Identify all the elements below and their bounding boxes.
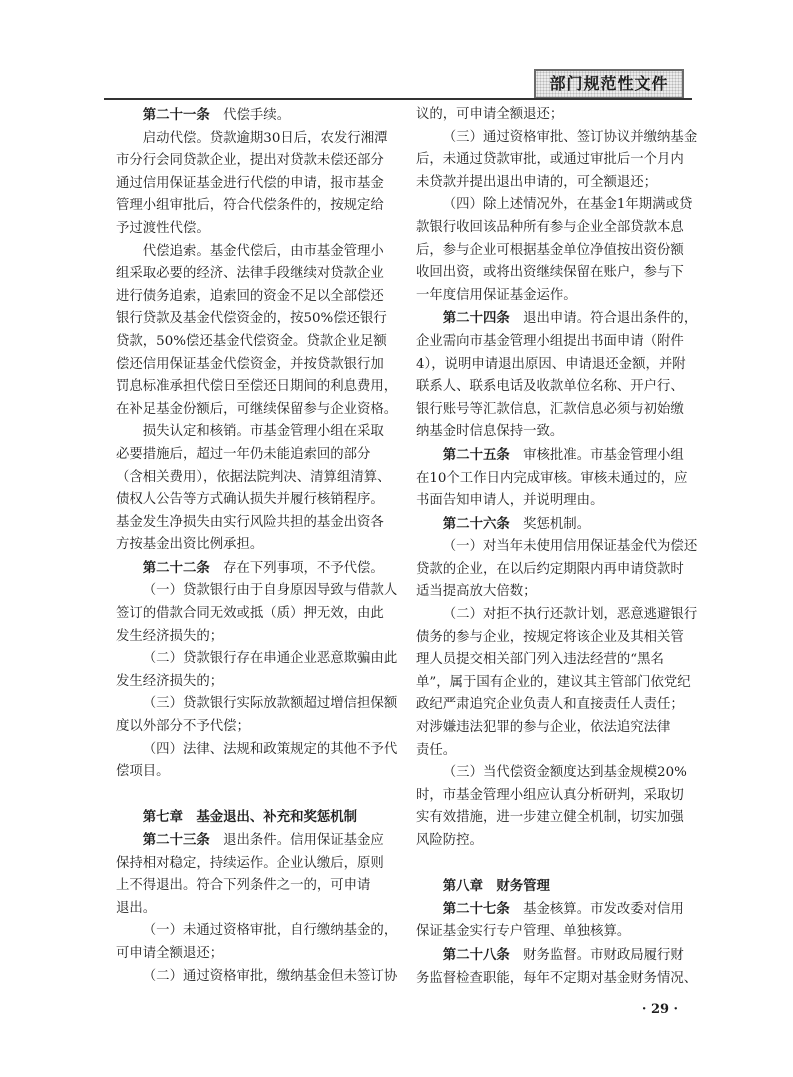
paragraph-line: 债务的参与企业，按规定将该企业及其相关管 — [416, 629, 684, 645]
paragraph-line: 对涉嫌违法犯罪的参与企业，依法追究法律 — [416, 720, 671, 736]
paragraph-line: 通过信用保证基金进行代偿的申请，报市基金 — [116, 175, 384, 191]
paragraph-line: 未贷款并提出退出申请的，可全额退还； — [416, 174, 658, 190]
paragraph: （二）对拒不执行还款计划，恶意逃避银行 — [442, 607, 698, 623]
paragraph-line: 企业需向市基金管理小组提出书面申请（附件 — [416, 333, 684, 349]
section-spacer — [416, 853, 692, 876]
paragraph — [116, 557, 392, 581]
article-heading: 第二十八条 — [442, 946, 510, 963]
paragraph: 损失认定和核销。市基金管理小组在采取 — [142, 424, 384, 440]
paragraph: （二）贷款银行存在串通企业恶意欺骗由此 — [142, 651, 398, 667]
paragraph-line: 4），说明申请退出原因、申请退还金额，并附 — [416, 356, 686, 372]
paragraph-line: 实有效措施，进一步建立健全机制，切实加强 — [416, 810, 684, 826]
paragraph: （四）除上述情况外，在基金1年期满或贷 — [442, 197, 693, 213]
paragraph-line: 偿还信用保证基金代偿资金，并按贷款银行加 — [116, 356, 384, 372]
paragraph-line: 银行账号等汇款信息，汇款信息必须与初始缴 — [416, 401, 684, 417]
paragraph: （一）未通过资格审批，自行缴纳基金的， — [142, 923, 398, 939]
paragraph-text: 退出申请。符合退出条件的， — [523, 311, 698, 327]
paragraph-line: 理人员提交相关部门列入违法经营的“黑名 — [416, 652, 664, 668]
paragraph-line: 基金发生净损失由实行风险共担的基金出资各 — [116, 514, 384, 530]
paragraph-text: 奖惩机制。 — [523, 516, 591, 532]
paragraph: （一）贷款银行由于自身原因导致与借款人 — [142, 583, 398, 599]
paragraph-line: 予过渡性代偿。 — [116, 220, 210, 236]
paragraph: （四）法律、法规和政策规定的其他不予代 — [142, 741, 398, 757]
paragraph-line: 上不得退出。符合下列条件之一的，可申请 — [116, 878, 371, 894]
paragraph-line: 在10个工作日内完成审核。审核未通过的，应 — [416, 470, 688, 486]
paragraph-line: 退出。 — [116, 900, 157, 916]
paragraph: （三）当代偿资金额度达到基金规模20% — [442, 765, 687, 781]
paragraph: 议的，可申请全额退还； — [416, 107, 564, 122]
paragraph: （三）贷款银行实际放款额超过增信担保额 — [142, 696, 398, 712]
article-heading: 第二十四条 — [442, 310, 510, 327]
paragraph-line: 保证基金实行专户管理、单独核算。 — [416, 924, 631, 940]
paragraph — [416, 444, 692, 468]
paragraph-line: 后，参与企业可根据基金单位净值按出资份额 — [416, 242, 684, 258]
paragraph-line: 市分行会同贷款企业，提出对贷款未偿还部分 — [116, 153, 384, 169]
paragraph-line: 银行贷款及基金代偿资金的，按50%偿还银行 — [116, 311, 387, 327]
chapter-title: 第八章 财务管理 — [442, 878, 550, 895]
section-spacer — [116, 784, 392, 807]
section-header-badge: 部门规范性文件 — [534, 69, 684, 99]
left-text-column — [116, 104, 398, 988]
article-heading: 第二十六条 — [442, 515, 510, 532]
paragraph-text: 审核批准。市基金管理小组 — [523, 447, 684, 463]
article-heading: 第二十七条 — [442, 900, 510, 917]
page-number: · 29 · — [641, 1002, 679, 1017]
header-divider — [104, 98, 692, 100]
paragraph-text: 存在下列事项，不予代偿。 — [223, 560, 384, 576]
paragraph-line: 时，市基金管理小组应认真分析研判，采取切 — [416, 787, 684, 803]
paragraph-line: 在补足基金份额后，可继续保留参与企业资格。 — [116, 401, 398, 417]
paragraph-line: 可申请全额退还； — [116, 945, 224, 961]
paragraph: （三）通过资格审批、签订协议并缴纳基金 — [442, 129, 698, 145]
paragraph-line: 方按基金出资比例承担。 — [116, 537, 264, 553]
paragraph-line: 发生经济损失的； — [116, 673, 224, 689]
paragraph — [116, 829, 392, 853]
paragraph-text: 退出条件。信用保证基金应 — [223, 833, 384, 848]
paragraph-line: 联系人、联系电话及收款单位名称、开户行、 — [416, 379, 684, 395]
paragraph-text: 财务监督。市财政局履行财 — [523, 947, 684, 963]
paragraph-line: 发生经济损失的； — [116, 628, 224, 644]
paragraph-line: 责任。 — [416, 742, 457, 758]
paragraph-line: 单”，属于国有企业的，建议其主管部门依党纪 — [416, 674, 691, 690]
paragraph-line: 度以外部分不予代偿； — [116, 719, 250, 735]
paragraph: 启动代偿。贷款逾期30日后，农发行湘潭 — [142, 130, 388, 146]
paragraph-line: 贷款，50%偿还基金代偿资金。贷款企业足额 — [116, 333, 387, 349]
paragraph-line: 签订的借款合同无效或抵（质）押无效，由此 — [116, 606, 384, 622]
paragraph: （一）对当年未使用信用保证基金代为偿还 — [442, 539, 698, 555]
paragraph-line: 管理小组审批后，符合代偿条件的，按规定给 — [116, 198, 384, 214]
paragraph-line: 组采取必要的经济、法律手段继续对贷款企业 — [116, 266, 384, 282]
paragraph-text: 代偿手续。 — [223, 108, 291, 123]
paragraph-line: 偿项目。 — [116, 764, 170, 780]
paragraph-line: 政纪严肃追究企业负责人和直接责任人责任； — [416, 697, 684, 713]
paragraph-text: 基金核算。市发改委对信用 — [523, 901, 684, 917]
paragraph — [416, 898, 692, 922]
paragraph: （二）通过资格审批，缴纳基金但未签订协 — [142, 968, 398, 984]
paragraph-line: 保持相对稳定，持续运作。企业认缴后，原则 — [116, 855, 384, 871]
paragraph-line: 风险防控。 — [416, 833, 483, 848]
paragraph — [416, 513, 692, 537]
paragraph-line: 书面告知申请人，并说明理由。 — [416, 493, 604, 509]
chapter-title: 第七章 基金退出、补充和奖惩机制 — [142, 809, 358, 826]
paragraph — [416, 307, 698, 331]
paragraph-line: 款银行收回该品种所有参与企业全部贷款本息 — [416, 219, 684, 235]
paragraph-line: （含相关费用），依据法院判决、清算组清算、 — [116, 469, 391, 485]
paragraph-line: 务监督检查职能，每年不定期对基金财务情况、 — [416, 970, 698, 986]
paragraph-line: 罚息标准承担代偿日至偿还日期间的利息费用， — [116, 379, 398, 395]
paragraph-line: 纳基金时信息保持一致。 — [416, 424, 564, 440]
paragraph-line: 适当提高放大倍数； — [416, 584, 537, 600]
paragraph-line: 必要措施后，超过一年仍未能追索回的部分 — [116, 446, 371, 462]
paragraph: 代偿追索。基金代偿后，由市基金管理小 — [142, 243, 384, 259]
paragraph — [416, 944, 692, 968]
paragraph-line: 债权人公告等方式确认损失并履行核销程序。 — [116, 492, 384, 508]
article-heading: 第二十三条 — [142, 832, 210, 848]
right-text-column — [416, 104, 698, 990]
paragraph-line: 一年度信用保证基金运作。 — [416, 287, 577, 303]
article-heading: 第二十一条 — [142, 107, 210, 123]
article-heading: 第二十五条 — [442, 446, 510, 463]
paragraph-line: 收回出资，或将出资继续保留在账户，参与下 — [416, 265, 684, 281]
paragraph-line: 后，未通过贷款审批，或通过审批后一个月内 — [416, 152, 684, 168]
paragraph-line: 贷款的企业，在以后约定期限内再申请贷款时 — [416, 561, 684, 577]
article-heading: 第二十二条 — [142, 559, 210, 576]
paragraph — [116, 104, 392, 128]
paragraph-line: 进行债务追索，追索回的资金不足以全部偿还 — [116, 288, 384, 304]
